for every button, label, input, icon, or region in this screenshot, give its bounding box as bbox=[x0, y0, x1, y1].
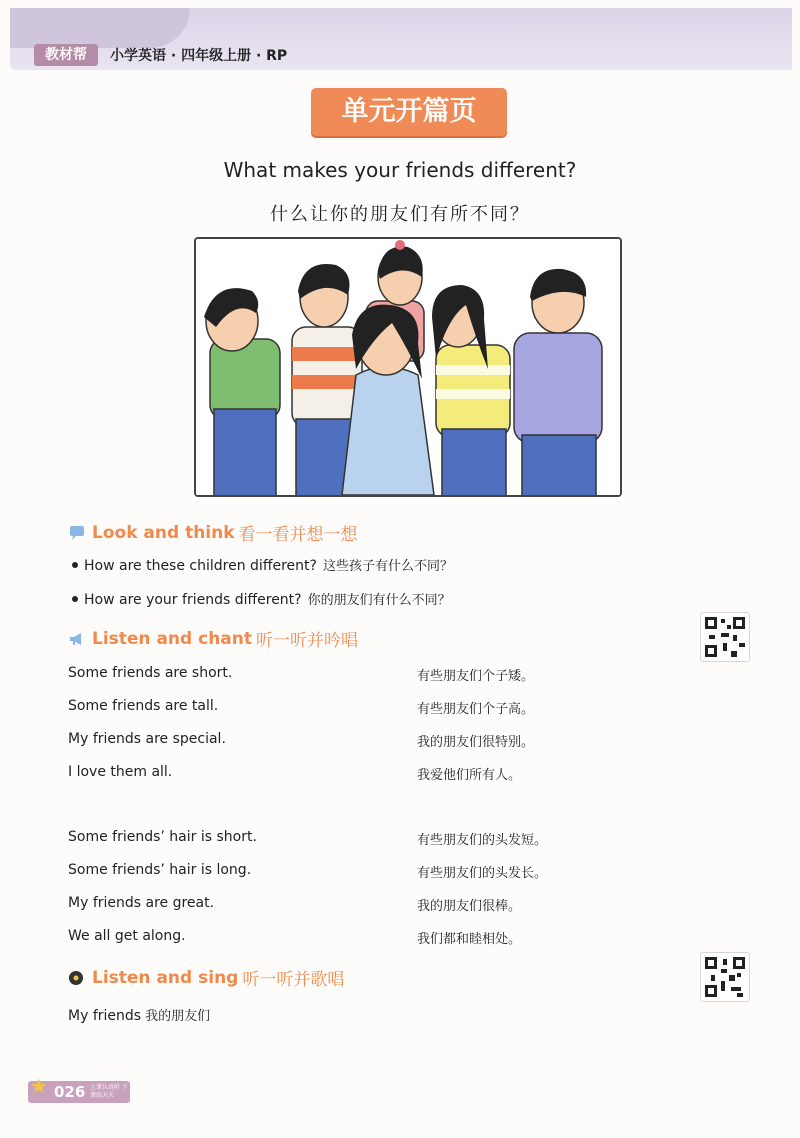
bullet-text: How are your friends different? bbox=[84, 592, 302, 608]
qr-code[interactable] bbox=[700, 612, 750, 662]
listen-and-sing-title: Listen and sing bbox=[92, 967, 239, 988]
chant-line-zh: 我们都和睦相处。 bbox=[417, 932, 522, 947]
song-title-en: My friends bbox=[68, 1008, 142, 1024]
song-title bbox=[68, 1005, 210, 1024]
music-disc-icon bbox=[68, 970, 86, 986]
bullet-item bbox=[72, 589, 451, 608]
chant-line bbox=[68, 764, 628, 783]
chant-line bbox=[68, 698, 628, 717]
chant-line bbox=[68, 928, 628, 947]
chant-line-zh: 我爱他们所有人。 bbox=[417, 768, 522, 783]
unit-title-badge: 单元开篇页 bbox=[311, 88, 507, 136]
header-shade bbox=[10, 8, 190, 48]
chant-line-en: I love them all. bbox=[68, 764, 173, 780]
listen-and-chant-title: Listen and chant bbox=[92, 628, 252, 649]
look-and-think-title-zh: 看一看并想一想 bbox=[238, 525, 358, 545]
question-chinese: 什么让你的朋友们有所不同？ bbox=[270, 204, 530, 225]
book-title: 小学英语 · 四年级上册 · RP bbox=[110, 48, 288, 64]
song-title-zh: 我的朋友们 bbox=[145, 1009, 211, 1024]
chant-line-en: Some friends are tall. bbox=[68, 698, 219, 714]
chant-line-en: My friends are special. bbox=[68, 731, 226, 747]
chant-line bbox=[68, 829, 628, 848]
chant-line bbox=[68, 895, 628, 914]
look-and-think-heading bbox=[68, 520, 358, 545]
chant-line-en: Some friends’ hair is short. bbox=[68, 829, 257, 845]
bullet-text: How are these children different? bbox=[84, 558, 317, 574]
bullet-dot bbox=[72, 562, 78, 568]
question-english: What makes your friends different? bbox=[223, 158, 577, 182]
page-note: 上课认真听 下课练天天 bbox=[90, 1084, 128, 1099]
bullet-dot bbox=[72, 596, 78, 602]
chant-line-zh: 有些朋友们个子高。 bbox=[417, 702, 535, 717]
listen-and-chant-heading bbox=[68, 626, 358, 651]
chant-line bbox=[68, 862, 628, 881]
chant-line-zh: 我的朋友们很棒。 bbox=[417, 899, 522, 914]
look-and-think-title: Look and think bbox=[92, 522, 235, 543]
megaphone-icon bbox=[68, 631, 86, 647]
chant-line-zh: 有些朋友们的头发短。 bbox=[417, 833, 548, 848]
chant-line-en: Some friends’ hair is long. bbox=[68, 862, 252, 878]
star-icon: ★ bbox=[30, 1074, 48, 1098]
children-drawing bbox=[196, 239, 620, 495]
chant-line-zh: 我的朋友们很特别。 bbox=[417, 735, 535, 750]
chant-line bbox=[68, 665, 628, 684]
qr-code[interactable] bbox=[700, 952, 750, 1002]
page-number: 026 bbox=[54, 1083, 86, 1101]
brand-tag: 教材帮 bbox=[34, 44, 98, 66]
bullet-text-zh: 这些孩子有什么不同？ bbox=[322, 559, 453, 574]
chant-line-en: We all get along. bbox=[68, 928, 186, 944]
listen-and-chant-title-zh: 听一听并吟唱 bbox=[256, 631, 358, 651]
chant-line-en: Some friends are short. bbox=[68, 665, 233, 681]
speech-bubble-icon bbox=[68, 525, 86, 541]
bullet-text-zh: 你的朋友们有什么不同？ bbox=[307, 593, 451, 608]
children-illustration bbox=[194, 237, 622, 497]
chant-line-zh: 有些朋友们的头发长。 bbox=[417, 866, 548, 881]
chant-line bbox=[68, 731, 628, 750]
chant-line-en: My friends are great. bbox=[68, 895, 215, 911]
listen-and-sing-title-zh: 听一听并歌唱 bbox=[242, 970, 345, 990]
bullet-item bbox=[72, 555, 453, 574]
chant-line-zh: 有些朋友们个子矮。 bbox=[417, 669, 535, 684]
listen-and-sing-heading bbox=[68, 965, 344, 990]
